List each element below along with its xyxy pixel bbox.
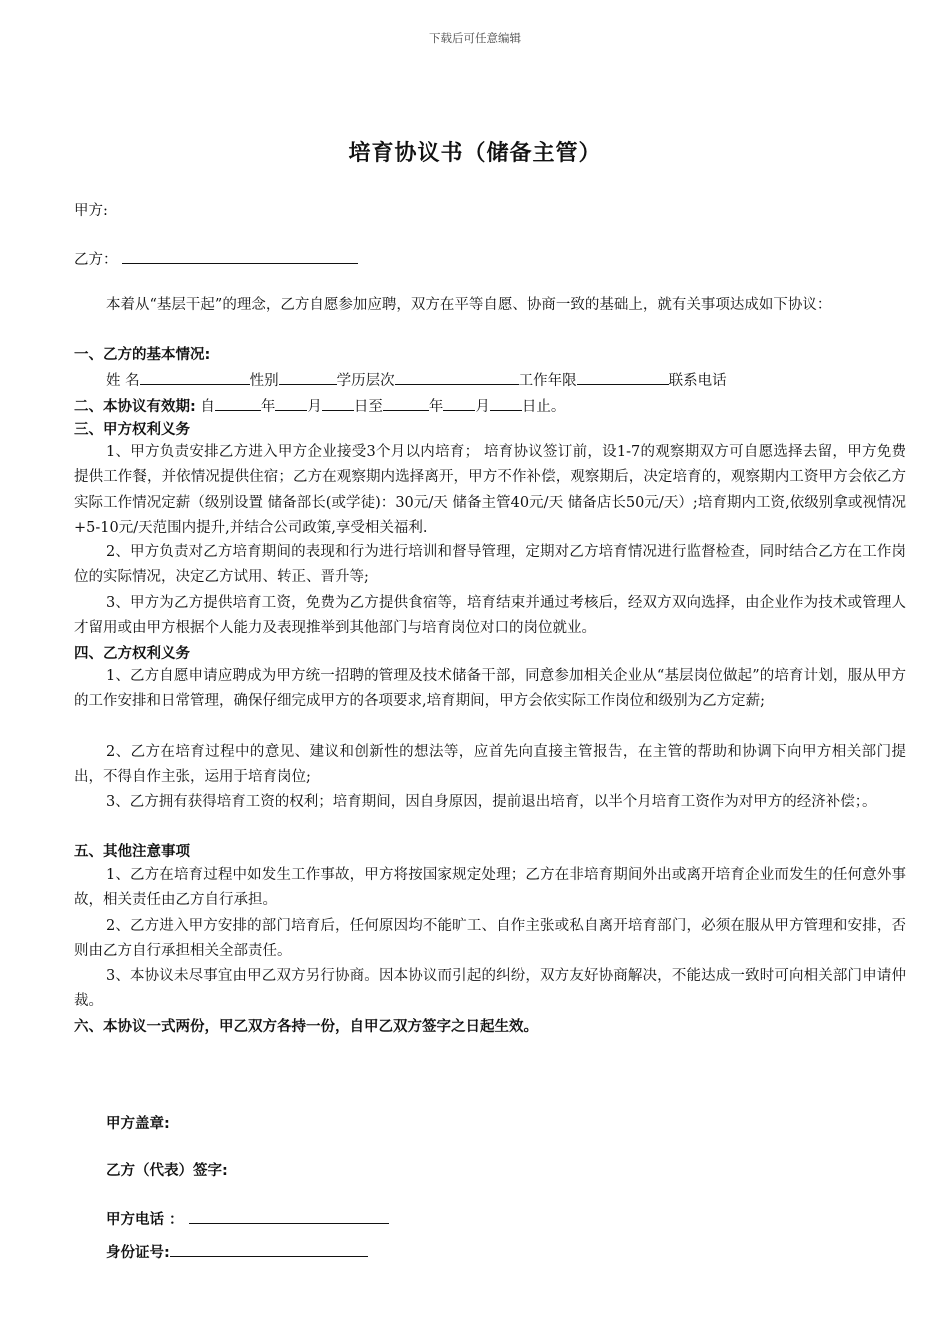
section4-item-3: 3、乙方拥有获得培育工资的权利；培育期间，因自身原因，提前退出培育，以半个月培育工资作为对甲方的经济补偿；。 xyxy=(106,794,877,810)
end-month-field[interactable] xyxy=(443,396,475,411)
party-a-phone-label: 甲方电话 ： xyxy=(106,1212,184,1228)
years-field[interactable] xyxy=(577,370,669,385)
section4-heading: 四、乙方权利义务 xyxy=(74,646,190,662)
month-label: 月 xyxy=(307,399,322,415)
month-label-2: 月 xyxy=(475,399,490,415)
party-b-sign-label: 乙方（代表）签字: xyxy=(106,1163,228,1179)
section6-statement: 六、本协议一式两份，甲乙双方各持一份，自甲乙双方签字之日起生效。 xyxy=(74,1019,538,1035)
section4-item-2: 2、乙方在培育过程中的意见、建议和创新性的想法等，应首先向直接主管报告，在主管的帮助和协调下向甲方相关部门提出，不得自作主张，运用于培育岗位; xyxy=(74,744,906,786)
basic-info-row xyxy=(106,370,727,390)
document-title: 培育协议书（储备主管） xyxy=(348,141,602,166)
party-a-label: 甲方: xyxy=(74,203,108,219)
year-label-2: 年 xyxy=(428,399,444,415)
end-label: 日止。 xyxy=(521,399,566,415)
id-number-row xyxy=(106,1242,368,1262)
party-b-line xyxy=(74,249,358,269)
education-label: 学历层次 xyxy=(336,373,395,389)
start-day-field[interactable] xyxy=(322,396,354,411)
gender-field[interactable] xyxy=(279,370,337,385)
from-label: 自 xyxy=(200,399,215,415)
party-b-name-field[interactable] xyxy=(122,249,358,264)
section5-item-1: 1、乙方在培育过程中如发生工作事故，甲方将按国家规定处理；乙方在非培育期间外出或离开培育企业而发生的任何意外事故，相关责任由乙方自行承担。 xyxy=(74,867,906,909)
section3-heading: 三、甲方权利义务 xyxy=(74,422,190,438)
section5-heading: 五、其他注意事项 xyxy=(74,844,190,860)
section3-item-3: 3、甲方为乙方提供培育工资，免费为乙方提供食宿等，培育结束并通过考核后，经双方双向选择，由企业作为技术或管理人才留用或由甲方根据个人能力及表现推举到其他部门与培育岗位对口的岗位就业。 xyxy=(74,595,906,637)
section1-heading: 一、乙方的基本情况: xyxy=(74,347,211,363)
party-a-phone-field[interactable] xyxy=(189,1209,389,1224)
party-a-seal-label: 甲方盖章: xyxy=(106,1116,170,1132)
section4-item-1: 1、乙方自愿申请应聘成为甲方统一招聘的管理及技术储备干部，同意参加相关企业从“基层岗位做起”的培育计划，服从甲方的工作安排和日常管理，确保仔细完成甲方的各项要求,培育期间，甲方会依实际工作岗位和级别为乙方定薪; xyxy=(74,668,906,710)
end-day-field[interactable] xyxy=(490,396,522,411)
section5-item-2: 2、乙方进入甲方安排的部门培育后，任何原因均不能旷工、自作主张或私自离开培育部门，必须在服从甲方管理和安排，否则由乙方自行承担相关全部责任。 xyxy=(74,918,906,960)
day-to-label: 日至 xyxy=(353,399,383,415)
id-number-field[interactable] xyxy=(170,1242,368,1257)
intro-paragraph: 本着从“基层干起”的理念，乙方自愿参加应聘，双方在平等自愿、协商一致的基础上，就有关事项达成如下协议： xyxy=(106,297,832,313)
start-year-field[interactable] xyxy=(215,396,261,411)
section3-item-2: 2、甲方负责对乙方培育期间的表现和行为进行培训和督导管理，定期对乙方培育情况进行监督检查，同时结合乙方在工作岗位的实际情况，决定乙方试用、转正、晋升等; xyxy=(74,544,906,586)
phone-label: 联系电话 xyxy=(668,373,727,389)
section5-item-3: 3、本协议未尽事宜由甲乙双方另行协商。因本协议而引起的纠纷，双方友好协商解决，不能达成一致时可向相关部门申请仲裁。 xyxy=(74,968,906,1010)
years-label: 工作年限 xyxy=(518,373,577,389)
year-label: 年 xyxy=(260,399,276,415)
section2-heading: 二、本协议有效期: xyxy=(74,399,196,415)
party-a-phone-row xyxy=(106,1209,389,1229)
header-note: 下载后可任意编辑 xyxy=(429,31,521,45)
gender-label: 性别 xyxy=(249,373,279,389)
name-label: 姓 名 xyxy=(106,373,140,389)
name-field[interactable] xyxy=(140,370,250,385)
education-field[interactable] xyxy=(395,370,519,385)
end-year-field[interactable] xyxy=(383,396,429,411)
section3-item-1: 1、甲方负责安排乙方进入甲方企业接受3个月以内培育； 培育协议签订前，设1-7的观察期双方可自愿选择去留，甲方免费提供工作餐，并依情况提供住宿；乙方在观察期内选择离开，甲方不作补偿，观察期后，决定培育的，观察期内工资甲方会依乙方实际工作情况定薪（级别设置 储备部长(或学徒)：30元/天 储备主管40元/天 储备店长50元/天）;培育期内工资,依级别拿或视情况+5-10元/天范围内提升,并结合公司政策,享受相关福利. xyxy=(74,444,906,536)
id-number-label: 身份证号: xyxy=(106,1245,170,1261)
party-a-line xyxy=(74,202,108,220)
party-b-label: 乙方： xyxy=(74,252,118,268)
validity-row xyxy=(74,396,565,416)
start-month-field[interactable] xyxy=(275,396,307,411)
